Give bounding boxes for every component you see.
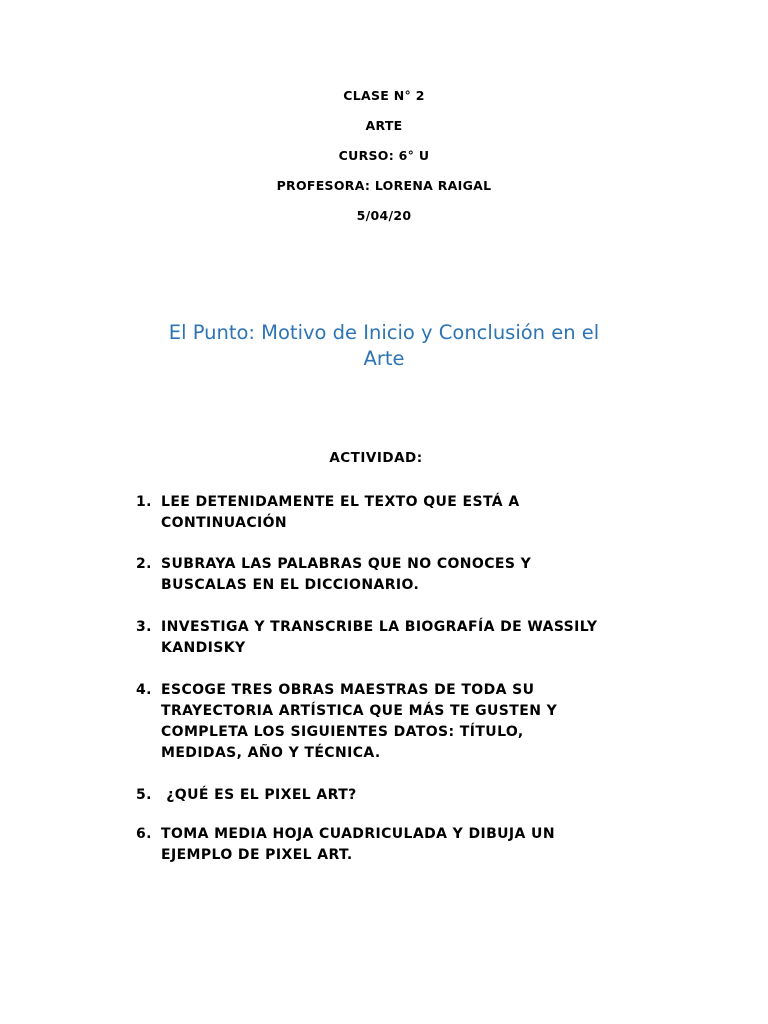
list-item-line: BUSCALAS EN EL DICCIONARIO. — [161, 577, 420, 593]
title-line-1: El Punto: Motivo de Inicio y Conclusión en el — [168, 321, 600, 344]
list-item-line: LEE DETENIDAMENTE EL TEXTO QUE ESTÁ A — [161, 494, 520, 510]
list-item-line: EJEMPLO DE PIXEL ART. — [161, 847, 353, 863]
list-item-number: 2. — [136, 556, 152, 572]
list-item — [136, 680, 606, 764]
list-item-line: ¿QUÉ ES EL PIXEL ART? — [161, 787, 357, 803]
list-item-line: KANDISKY — [161, 640, 246, 656]
list-item — [136, 617, 606, 659]
document-title — [90, 320, 678, 372]
list-item-line: SUBRAYA LAS PALABRAS QUE NO CONOCES Y — [161, 556, 532, 572]
course: CURSO: 6° U — [338, 148, 430, 163]
list-item-line: ESCOGE TRES OBRAS MAESTRAS DE TODA SU — [161, 682, 535, 698]
list-item — [136, 554, 606, 596]
list-item-line: TRAYECTORIA ARTÍSTICA QUE MÁS TE GUSTEN Y — [161, 703, 558, 719]
list-item — [136, 824, 606, 866]
list-item-line: MEDIDAS, AÑO Y TÉCNICA. — [161, 745, 381, 761]
list-item-number: 6. — [136, 826, 152, 842]
list-item-number: 3. — [136, 619, 152, 635]
list-item-line: CONTINUACIÓN — [161, 515, 288, 531]
list-item-number: 4. — [136, 682, 152, 698]
class-number: CLASE N° 2 — [343, 88, 425, 103]
list-item-line: TOMA MEDIA HOJA CUADRICULADA Y DIBUJA UN — [161, 826, 555, 842]
teacher: PROFESORA: LORENA RAIGAL — [276, 178, 492, 193]
title-line-2: Arte — [363, 347, 405, 370]
date: 5/04/20 — [356, 208, 412, 223]
list-item — [136, 785, 606, 806]
list-item-line: COMPLETA LOS SIGUIENTES DATOS: TÍTULO, — [161, 724, 524, 740]
list-item — [136, 492, 606, 534]
subject: ARTE — [365, 118, 403, 133]
list-item-number: 5. — [136, 787, 152, 803]
activity-heading: ACTIVIDAD: — [329, 450, 423, 466]
list-item-number: 1. — [136, 494, 152, 510]
list-item-line: INVESTIGA Y TRANSCRIBE LA BIOGRAFÍA DE WASSILY — [161, 619, 598, 635]
